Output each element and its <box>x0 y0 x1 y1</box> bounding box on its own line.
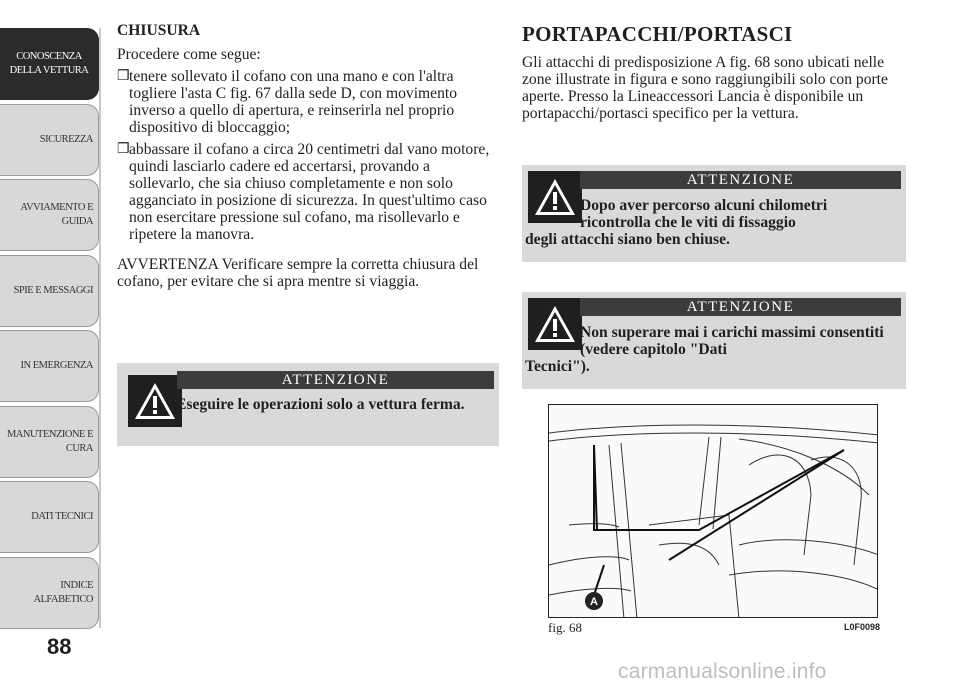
checkbox-bullet-icon: ❒ <box>117 142 130 157</box>
chapter-tab[interactable]: MANUTENZIONE E CURA <box>0 406 99 478</box>
left-column <box>117 22 499 295</box>
warning-triangle-icon <box>528 171 582 223</box>
figure-code: L0F0098 <box>844 622 881 632</box>
warning-header: ATTENZIONE <box>580 298 901 316</box>
right-column <box>522 22 908 127</box>
warning-note: AVVERTENZA Verificare sempre la corretta chiusura del cofano, per evitare che si apra mentre si viaggia. <box>117 256 479 290</box>
warning-header: ATTENZIONE <box>580 171 901 189</box>
car-interior-drawing <box>549 405 878 618</box>
chapter-tab[interactable]: INDICE ALFABETICO <box>0 557 99 629</box>
warning-box <box>522 292 906 389</box>
section-subheading: CHIUSURA <box>117 22 201 39</box>
chapter-tab[interactable]: SPIE E MESSAGGI <box>0 255 99 327</box>
list-item-text: tenere sollevato il cofano con una mano e con l'altra togliere l'asta C fig. 67 dalla sede D, con movimento inverso a quello di apertura, e reinserirla nel proprio dispositivo di bloccaggio; <box>129 68 458 136</box>
chapter-tab[interactable]: CONOSCENZA DELLA VETTURA <box>0 28 99 100</box>
warning-text-continuation: degli attacchi siano ben chiuse. <box>525 231 730 248</box>
list-item <box>117 141 499 243</box>
warning-box <box>117 363 499 446</box>
warning-text: Dopo aver percorso alcuni chilometri ricontrolla che le viti di fissaggio <box>580 197 828 231</box>
chapter-tab[interactable]: SICUREZZA <box>0 104 99 176</box>
warning-header: ATTENZIONE <box>177 371 494 389</box>
chapter-tab[interactable]: IN EMERGENZA <box>0 330 99 402</box>
chapter-tab[interactable]: DATI TECNICI <box>0 481 99 553</box>
tab-divider <box>99 28 101 628</box>
section-title: PORTAPACCHI/PORTASCI <box>522 22 793 46</box>
checkbox-bullet-icon: ❒ <box>117 69 130 84</box>
figure-68-illustration <box>548 404 878 618</box>
page-number: 88 <box>47 634 72 659</box>
list-item <box>117 68 499 136</box>
callout-a-label: A <box>590 596 598 608</box>
warning-text-continuation: Tecnici"). <box>525 358 590 375</box>
warning-triangle-icon <box>528 298 582 350</box>
chapter-tab[interactable]: AVVIAMENTO E GUIDA <box>0 179 99 251</box>
warning-triangle-icon <box>128 375 182 427</box>
watermark: carmanualsonline.info <box>618 660 827 683</box>
warning-text: Eseguire le operazioni solo a vettura ferma. <box>176 396 465 413</box>
warning-box <box>522 165 906 262</box>
figure-caption: fig. 68 <box>548 620 582 635</box>
list-item-text: abbassare il cofano a circa 20 centimetri dal vano motore, quindi lasciarlo cadere ed accertarsi, provando a sollevarlo, che sia chiuso completamente e non solo agganciato in posizione di sicurezza. In quest'ultimo caso non esercitare pressione sul cofano, ma risollevarlo e ripetere la manovra. <box>129 141 490 243</box>
intro-text: Procedere come segue: <box>117 46 261 63</box>
body-paragraph: Gli attacchi di predisposizione A fig. 68 sono ubicati nelle zone illustrate in figura e sono raggiungibili solo con porte aperte. Presso la Lineaccessori Lancia è disponibile un portapacchi/portasci specifico per la vettura. <box>522 54 888 122</box>
warning-text: Non superare mai i carichi massimi consentiti (vedere capitolo "Dati <box>580 324 884 358</box>
